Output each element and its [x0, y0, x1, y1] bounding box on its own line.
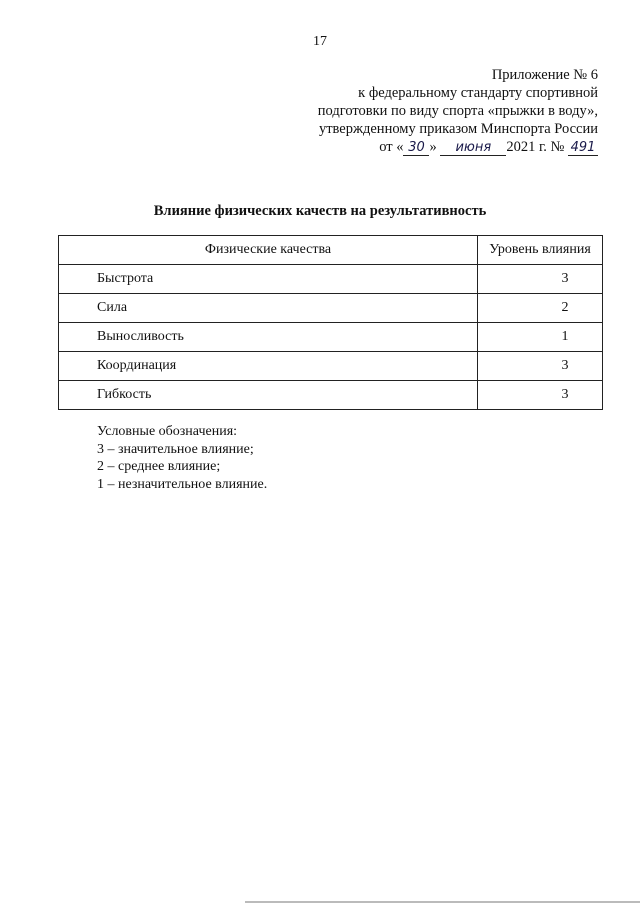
page-number: 17	[313, 34, 327, 49]
qualities-table	[58, 235, 603, 410]
date-mid: »	[429, 139, 437, 155]
column-header-level: Уровень влияния	[478, 236, 603, 265]
legend-heading: Условные обозначения:	[97, 424, 238, 439]
quality-cell: Координация	[59, 352, 478, 381]
table-row	[59, 352, 603, 381]
order-number: 491	[568, 141, 598, 156]
scan-edge	[245, 901, 640, 903]
table-row	[59, 265, 603, 294]
level-cell: 3	[478, 381, 603, 410]
level-cell: 3	[478, 265, 603, 294]
appendix-line: утвержденному приказом Минспорта России	[318, 121, 598, 137]
appendix-line: к федеральному стандарту спортивной	[358, 85, 598, 101]
quality-cell: Гибкость	[59, 381, 478, 410]
appendix-line: подготовки по виду спорта «прыжки в воду»,	[317, 103, 598, 119]
date-month: июня	[440, 141, 506, 156]
legend-item: 2 – среднее влияние;	[97, 459, 221, 474]
table-row	[59, 294, 603, 323]
legend	[97, 423, 267, 493]
appendix-title: Приложение № 6	[491, 67, 598, 83]
table-title: Влияние физических качеств на результативность	[153, 203, 487, 219]
order-date-line	[278, 138, 598, 156]
table-header-row	[59, 236, 603, 265]
date-year: 2021 г. №	[506, 139, 565, 155]
level-cell: 2	[478, 294, 603, 323]
appendix-header	[278, 66, 598, 156]
table-row	[59, 323, 603, 352]
legend-item: 3 – значительное влияние;	[97, 441, 254, 457]
level-cell: 1	[478, 323, 603, 352]
date-day: 30	[403, 141, 429, 156]
level-cell: 3	[478, 352, 603, 381]
table-row	[59, 381, 603, 410]
quality-cell: Быстрота	[59, 265, 478, 294]
quality-cell: Выносливость	[59, 323, 478, 352]
date-prefix: от «	[379, 139, 404, 155]
quality-cell: Сила	[59, 294, 478, 323]
column-header-quality: Физические качества	[59, 236, 478, 265]
legend-item: 1 – незначительное влияние.	[97, 476, 268, 492]
